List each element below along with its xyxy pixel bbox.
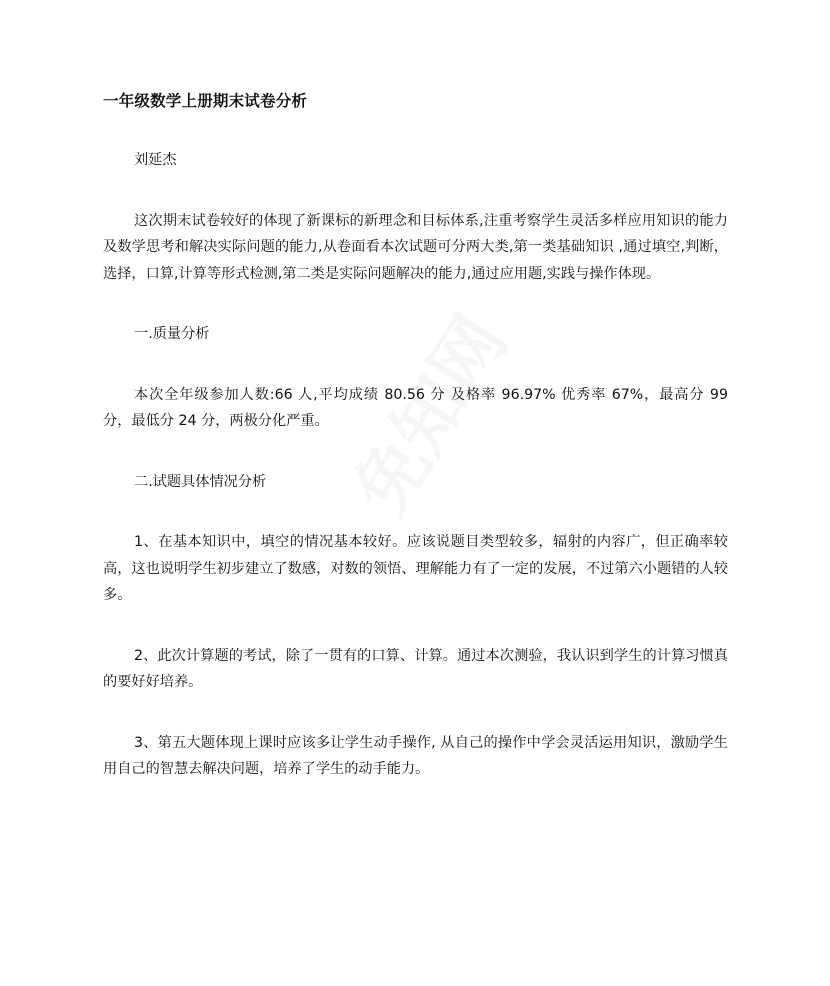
intro-paragraph: 这次期末试卷较好的体现了新课标的新理念和目标体系,注重考察学生灵活多样应用知识的能力及数学思考和解决实际问题的能力,从卷面看本次试题可分两大类,第一类基础知识 ,通过填空,判断，选择，口算,计算等形式检测,第二类是实际问题解决的能力,通过应用题,实践与操作体现。 xyxy=(103,212,728,282)
analysis-point-3: 3、第五大题体现上课时应该多让学生动手操作, 从自己的操作中学会灵活运用知识，激励学生用自己的智慧去解决问题，培养了学生的动手能力。 xyxy=(103,734,728,777)
section-heading-analysis: 二.试题具体情况分析 xyxy=(134,473,267,490)
analysis-point-2: 2、此次计算题的考试，除了一贯有的口算、计算。通过本次测验，我认识到学生的计算习惯真的要好好培养。 xyxy=(103,647,728,690)
document-title: 一年级数学上册期末试卷分析 xyxy=(103,92,308,110)
quality-stats-paragraph: 本次全年级参加人数:66 人,平均成绩 80.56 分 及格率 96.97% 优秀率 67%，最高分 99 分，最低分 24 分，两极分化严重。 xyxy=(103,386,728,429)
document-body xyxy=(103,89,728,817)
analysis-point-1: 1、在基本知识中，填空的情况基本较好。应该说题目类型较多，辐射的内容广，但正确率较高，这也说明学生初步建立了数感，对数的领悟、理解能力有了一定的发展，不过第六小题错的人较多。 xyxy=(103,534,728,603)
section-heading-quality: 一.质量分析 xyxy=(134,326,210,342)
author-name: 刘延杰 xyxy=(134,152,177,168)
